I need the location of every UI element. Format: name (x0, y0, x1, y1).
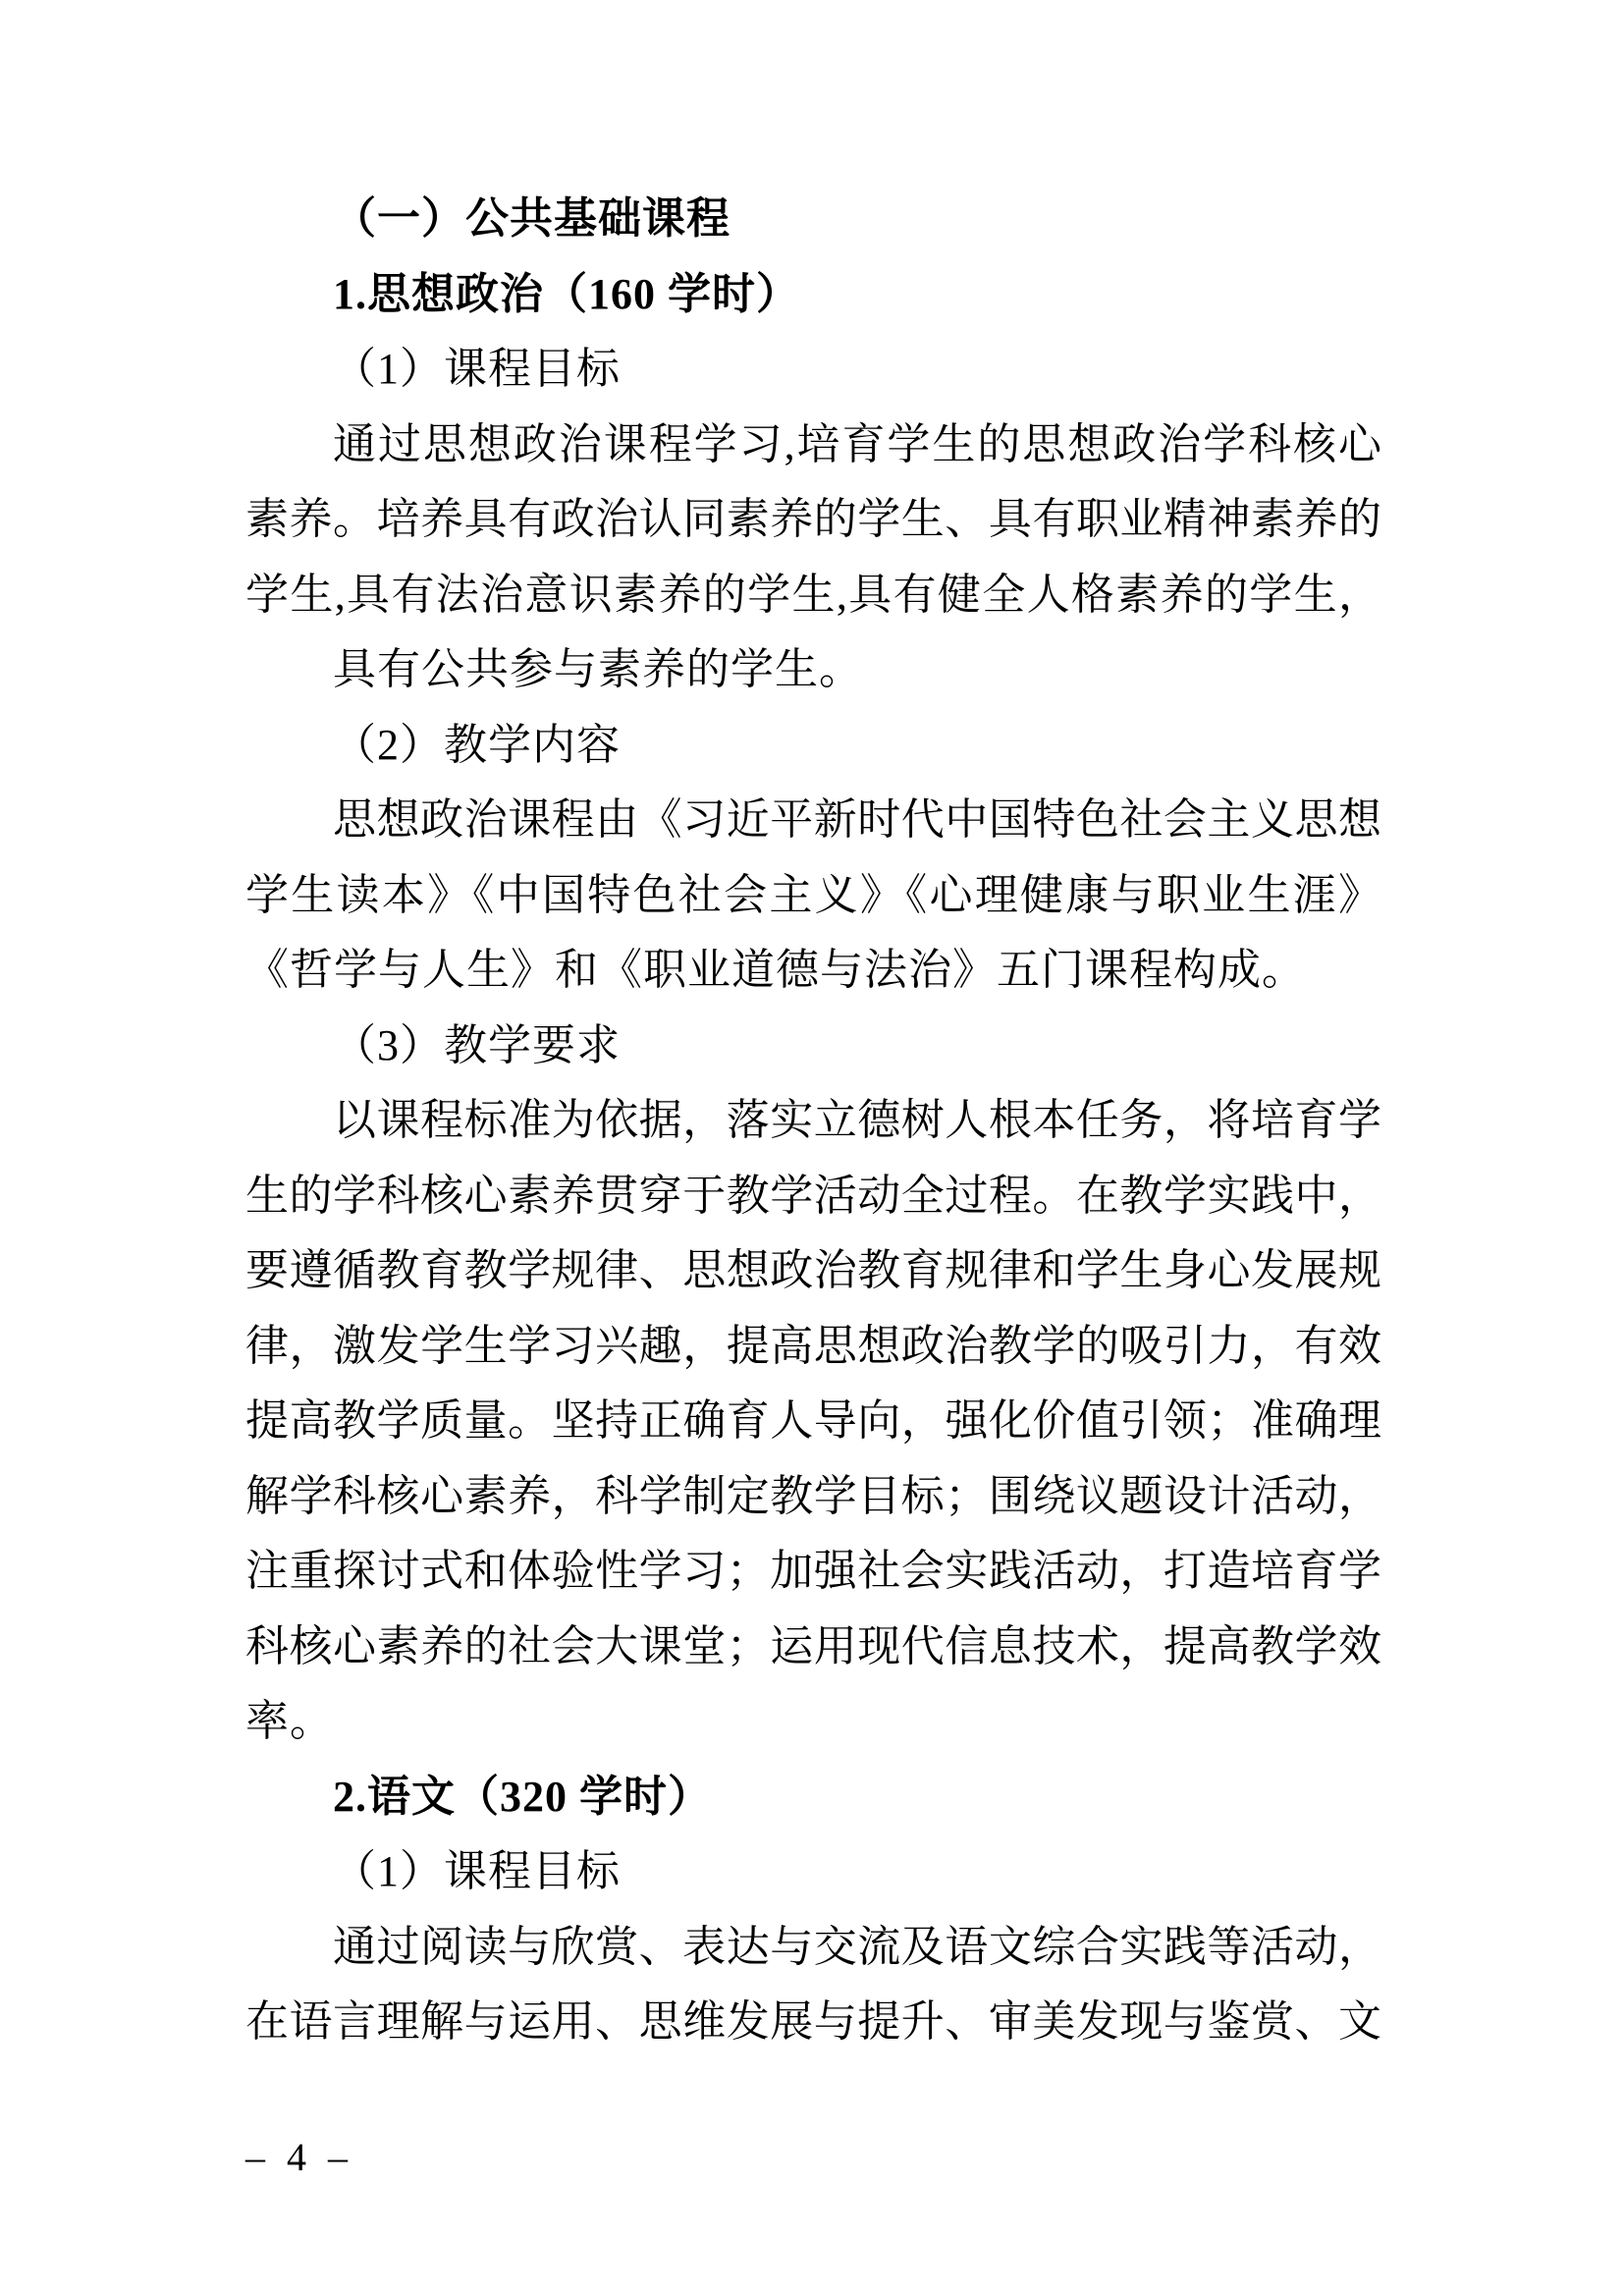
subheading-course-objectives: （1）课程目标 (333, 345, 621, 393)
paragraph-line: 素养。培养具有政治认同素养的学生、具有职业精神素养的 (245, 495, 1381, 543)
paragraph-line: 律，激发学生学习兴趣，提高思想政治教学的吸引力，有效 (245, 1321, 1381, 1370)
document-body (245, 182, 1381, 2060)
paragraph-line: 具有公共参与素养的学生。 (333, 645, 863, 693)
paragraph-line: 以课程标准为依据，落实立德树人根本任务，将培育学 (333, 1096, 1381, 1144)
paragraph-line: 率。 (245, 1697, 334, 1745)
subheading-teaching-requirements: （3）教学要求 (333, 1020, 621, 1069)
subheading-teaching-content: （2）教学内容 (333, 720, 621, 769)
paragraph-line: 通过阅读与欣赏、表达与交流及语文综合实践等活动， (333, 1922, 1381, 1971)
paragraph-line: 要遵循教育教学规律、思想政治教育规律和学生身心发展规 (245, 1246, 1381, 1294)
paragraph-line: 《哲学与人生》和《职业道德与法治》五门课程构成。 (245, 946, 1306, 994)
paragraph-line: 生的学科核心素养贯穿于教学活动全过程。在教学实践中， (245, 1171, 1381, 1220)
subheading-course-objectives-2: （1）课程目标 (333, 1847, 621, 1895)
paragraph-line: 科核心素养的社会大课堂；运用现代信息技术，提高教学效 (245, 1621, 1381, 1670)
paragraph-line: 提高教学质量。坚持正确育人导向，强化价值引领；准确理 (245, 1396, 1381, 1445)
paragraph-line: 在语言理解与运用、思维发展与提升、审美发现与鉴赏、文 (245, 1997, 1381, 2046)
paragraph-line: 解学科核心素养，科学制定教学目标；围绕议题设计活动， (245, 1471, 1381, 1520)
paragraph-line: 注重探讨式和体验性学习；加强社会实践活动，打造培育学 (245, 1547, 1381, 1595)
section-heading-public-basic-courses: （一）公共基础课程 (333, 194, 730, 243)
course-heading-ideology-politics: 1.思想政治（160 学时） (333, 269, 800, 318)
paragraph-line: 学生,具有法治意识素养的学生,具有健全人格素养的学生， (245, 570, 1381, 619)
page-number: – 4 – (245, 2135, 353, 2179)
course-heading-chinese: 2.语文（320 学时） (333, 1772, 712, 1821)
paragraph-line: 思想政治课程由《习近平新时代中国特色社会主义思想 (333, 795, 1381, 844)
paragraph-line: 学生读本》《中国特色社会主义》《心理健康与职业生涯》 (245, 870, 1381, 919)
paragraph-line: 通过思想政治课程学习,培育学生的思想政治学科核心 (333, 419, 1381, 468)
